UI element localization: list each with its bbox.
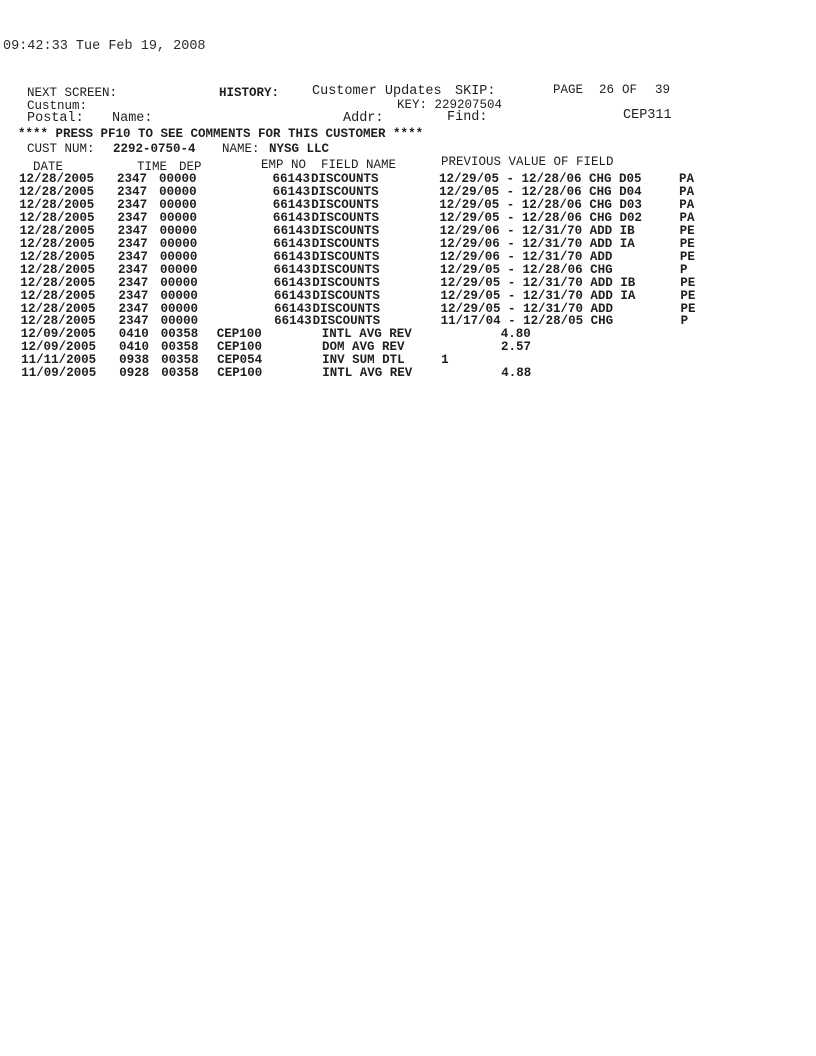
row-field-name: DOM AVG REV (321, 340, 405, 355)
table-row (21, 327, 701, 341)
row-prev-value: 12/29/05 - 12/28/06 CHG D03 (439, 197, 642, 212)
row-emp-no: CEP100 (217, 366, 263, 381)
row-field-name: INV SUM DTL (322, 353, 405, 368)
row-field-name: INTL AVG REV (322, 366, 413, 381)
cust-num-value: 2292-0750-4 (113, 142, 196, 156)
key-label: KEY: 229207504 (397, 98, 503, 112)
row-dep: 00358 (160, 327, 199, 342)
history-value: Customer Updates (312, 84, 442, 99)
row-date: 12/09/2005 (20, 340, 96, 355)
row-flag: PE (680, 301, 696, 316)
row-flag: PA (679, 210, 695, 225)
row-date: 12/28/2005 (19, 184, 95, 199)
row-flag: PA (679, 184, 695, 199)
page-number: 26 (599, 83, 615, 97)
print-timestamp: 09:42:33 Tue Feb 19, 2008 (3, 39, 206, 54)
row-flag: P (680, 314, 689, 329)
row-time: 0928 (119, 366, 150, 381)
row-prev-value: 12/29/06 - 12/31/70 ADD (439, 249, 613, 264)
row-dep: 00000 (159, 184, 197, 199)
row-emp-no: 66143 (273, 275, 312, 290)
custnum-label: Custnum: (27, 99, 88, 113)
row-field-name: INTL AVG REV (321, 327, 412, 342)
row-date: 12/28/2005 (19, 197, 95, 212)
col-dep: DEP (179, 160, 202, 174)
row-date: 12/28/2005 (20, 301, 96, 316)
row-field-name: DISCOUNTS (312, 288, 380, 303)
row-time: 2347 (118, 288, 149, 303)
row-prev-value: 12/29/05 - 12/28/06 CHG D04 (439, 184, 642, 199)
row-time: 2347 (117, 184, 148, 199)
row-time: 2347 (117, 223, 148, 238)
row-dep: 00000 (160, 288, 198, 303)
row-emp-no: CEP100 (216, 340, 262, 355)
row-emp-no: 66143 (272, 197, 311, 212)
row-prev-value: 12/29/05 - 12/28/06 CHG D02 (439, 210, 642, 225)
skip-label: SKIP: (455, 84, 496, 99)
row-time: 0410 (118, 327, 149, 342)
col-prev-value: PREVIOUS VALUE OF FIELD (441, 155, 614, 169)
table-row (20, 237, 700, 251)
row-flag: PE (680, 275, 696, 290)
row-time: 2347 (117, 236, 148, 251)
row-time: 0938 (119, 353, 150, 368)
row-prev-value: 12/29/05 - 12/31/70 ADD (440, 301, 614, 316)
row-emp-no: 66143 (273, 249, 311, 264)
row-date: 12/28/2005 (19, 172, 95, 186)
row-dep: 00000 (160, 275, 198, 290)
row-prev-value: 12/29/05 - 12/31/70 ADD IB (440, 275, 636, 290)
row-dep: 00000 (159, 210, 197, 225)
row-date: 12/28/2005 (20, 262, 96, 277)
col-time: TIME (137, 160, 168, 174)
row-time: 2347 (118, 262, 149, 277)
row-prev-value: 4.88 (501, 366, 532, 381)
table-row (21, 353, 701, 367)
row-time: 2347 (118, 301, 149, 316)
row-prev-value: 12/29/05 - 12/28/06 CHG D05 (439, 172, 642, 186)
row-date: 11/09/2005 (21, 366, 97, 381)
row-emp-no: 66143 (274, 314, 312, 329)
row-dep: 00000 (160, 314, 199, 329)
row-dep: 00000 (159, 223, 198, 238)
row-prev-value: 12/29/05 - 12/28/06 CHG (440, 262, 613, 277)
row-emp-no: 66143 (273, 301, 312, 316)
row-emp-no: 66143 (272, 184, 311, 199)
row-field-name: DISCOUNTS (311, 210, 379, 225)
row-field-name: DISCOUNTS (312, 262, 380, 277)
row-emp-no: 66143 (272, 210, 311, 225)
row-dep: 00000 (160, 262, 198, 277)
row-date: 12/09/2005 (20, 327, 96, 342)
table-row (21, 366, 701, 380)
name-label: Name: (112, 111, 153, 126)
row-emp-no: 66143 (273, 262, 312, 277)
row-date: 12/28/2005 (19, 223, 95, 238)
find-label: Find: (447, 110, 488, 125)
row-emp-no: 66143 (273, 223, 311, 238)
next-screen-label: NEXT SCREEN: (27, 86, 118, 100)
row-prev-value: 12/29/05 - 12/31/70 ADD IA (440, 288, 636, 303)
row-date: 12/28/2005 (19, 249, 95, 264)
row-dep: 00000 (159, 236, 198, 251)
row-time: 2347 (118, 314, 149, 329)
row-flag: PE (680, 288, 696, 303)
table-row (19, 211, 699, 225)
screen-id: CEP311 (623, 108, 672, 123)
table-row (20, 289, 700, 303)
row-date: 12/28/2005 (20, 288, 96, 303)
row-date: 12/28/2005 (19, 210, 95, 225)
row-date: 11/11/2005 (21, 353, 97, 368)
row-field-name: DISCOUNTS (312, 275, 380, 290)
table-row (20, 224, 700, 238)
row-flag: PA (679, 197, 695, 212)
table-row (19, 172, 699, 186)
table-row (21, 314, 701, 328)
row-time: 2347 (118, 275, 149, 290)
row-field-name: DISCOUNTS (311, 184, 379, 199)
row-flag: PE (679, 223, 695, 238)
row-prev-value: 11/17/04 - 12/28/05 CHG (440, 314, 614, 329)
page-of-label: OF (622, 83, 638, 97)
row-emp-no: CEP100 (216, 327, 262, 342)
row-emp-no: 66143 (272, 172, 310, 186)
row-time: 2347 (117, 172, 148, 186)
history-label: HISTORY: (219, 86, 280, 100)
row-emp-no: CEP054 (217, 353, 263, 368)
row-field-name: DISCOUNTS (311, 172, 379, 186)
row-date: 12/28/2005 (20, 314, 96, 329)
row-prev-value: 2.57 (500, 340, 531, 355)
row-prev-value: 12/29/06 - 12/31/70 ADD IA (439, 236, 635, 251)
row-time: 0410 (118, 340, 149, 355)
row-prev-value: 4.80 (500, 327, 531, 342)
table-row (21, 340, 701, 354)
table-row (19, 185, 699, 199)
row-time: 2347 (117, 210, 148, 225)
row-dep: 00358 (161, 353, 199, 368)
cust-name-label: NAME: (222, 142, 260, 156)
row-dep: 00358 (160, 340, 199, 355)
table-row (20, 250, 700, 264)
row-field-name: DISCOUNTS (312, 314, 381, 329)
row-field-name: DISCOUNTS (311, 249, 380, 264)
row-flag: PE (679, 236, 695, 251)
col-emp-no: EMP NO (261, 158, 307, 172)
cust-name-value: NYSG LLC (269, 142, 330, 156)
col-date: DATE (33, 160, 64, 174)
postal-label: Postal: (27, 111, 84, 126)
row-prev-value: 1 (441, 353, 449, 368)
row-time: 2347 (117, 249, 148, 264)
addr-label: Addr: (343, 111, 384, 126)
page-label: PAGE (553, 83, 584, 97)
row-emp-no: 66143 (273, 288, 312, 303)
row-flag: PA (679, 172, 695, 186)
row-dep: 00000 (159, 172, 197, 186)
row-field-name: DISCOUNTS (311, 223, 380, 238)
row-flag: P (680, 262, 688, 277)
table-row (19, 198, 699, 212)
row-dep: 00000 (160, 301, 199, 316)
table-row (20, 263, 700, 277)
row-field-name: DISCOUNTS (312, 301, 381, 316)
row-dep: 00000 (159, 197, 197, 212)
row-dep: 00000 (159, 249, 198, 264)
table-row (20, 276, 700, 290)
row-flag: PE (679, 249, 695, 264)
row-emp-no: 66143 (273, 236, 311, 251)
row-time: 2347 (117, 197, 148, 212)
col-field-name: FIELD NAME (321, 158, 397, 172)
row-date: 12/28/2005 (20, 275, 96, 290)
row-date: 12/28/2005 (19, 236, 95, 251)
row-prev-value: 12/29/06 - 12/31/70 ADD IB (439, 223, 635, 238)
pf10-notice: **** PRESS PF10 TO SEE COMMENTS FOR THIS CUSTOMER **** (18, 127, 424, 141)
cust-num-label: CUST NUM: (27, 142, 95, 156)
row-field-name: DISCOUNTS (311, 197, 379, 212)
table-row (21, 302, 701, 316)
row-field-name: DISCOUNTS (311, 236, 380, 251)
page-total: 39 (655, 83, 671, 97)
row-dep: 00358 (161, 366, 199, 381)
